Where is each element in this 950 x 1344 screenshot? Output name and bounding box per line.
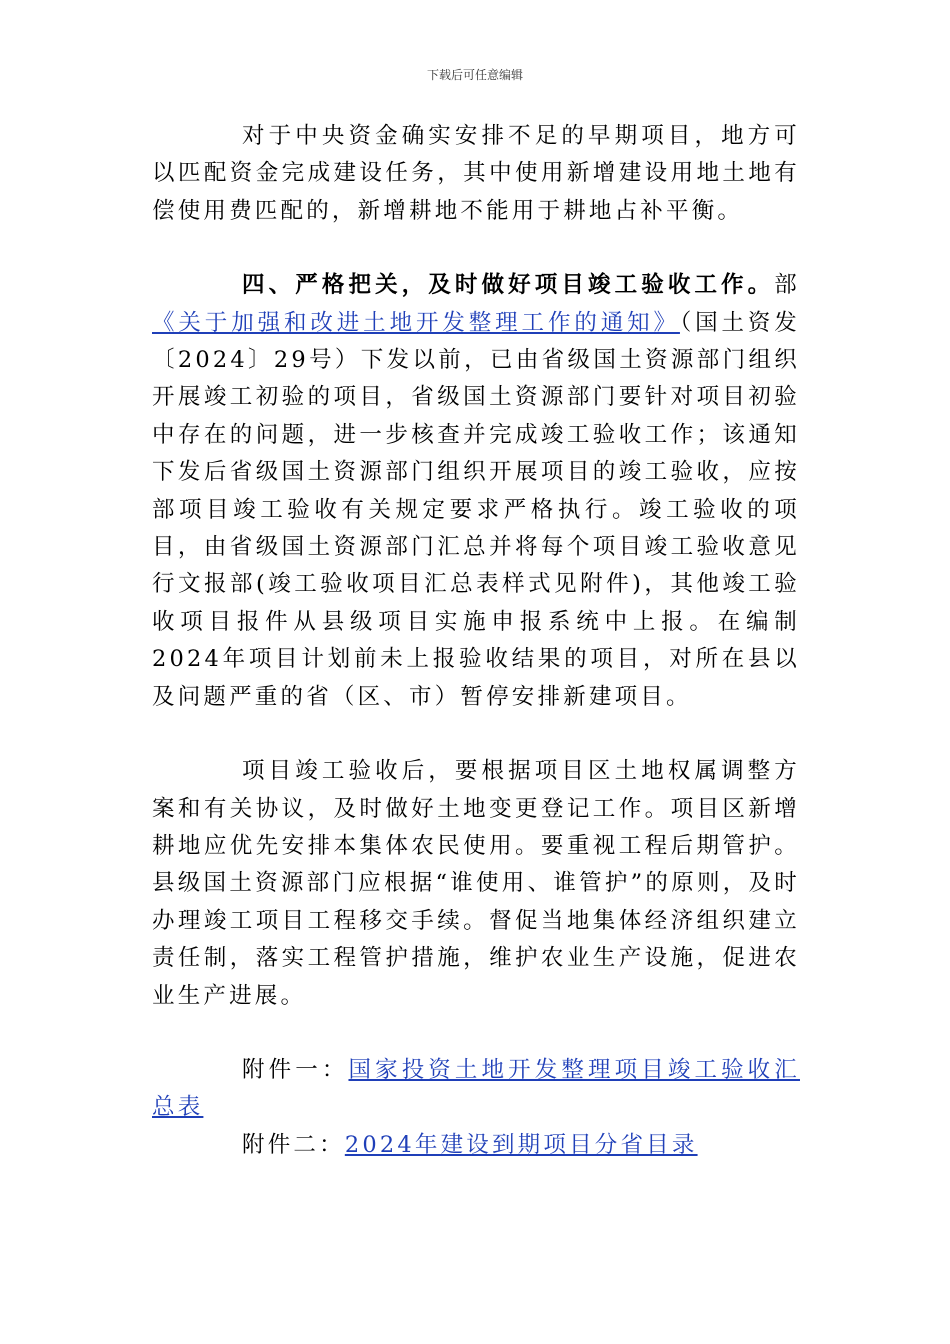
- attachment-label: 附件二：: [242, 1131, 345, 1158]
- paragraph-gap: [152, 1015, 800, 1052]
- paragraph-funding: 对于中央资金确实安排不足的早期项目，地方可以匹配资金完成建设任务，其中使用新增建设用地土地有偿使用费匹配的，新增耕地不能用于耕地占补平衡。: [152, 123, 800, 224]
- paragraph-acceptance-text: （国土资发〔2024〕29号）下发以前，已由省级国土资源部门组织开展竣工初验的项目，省级国土资源部门要针对项目初验中存在的问题，进一步核查并完成竣工验收工作；该通知下发后省级国土资源部门组织开展项目的竣工验收，应按部项目竣工验收有关规定要求严格执行。竣工验收的项目，由省级国土资源部门汇总并将每个项目竣工验收意见行文报部(竣工验收项目汇总表样式见附件)，其他竣工验收项目报件从县级项目实施申报系统中上报。在编制2024年项目计划前未上报验收结果的项目，对所在县以及问题严重的省（区、市）暂停安排新建项目。: [152, 309, 800, 710]
- attachment-1: [152, 1052, 800, 1127]
- page-header: 下载后可任意编辑: [426, 68, 523, 82]
- attachment-2: [152, 1127, 800, 1164]
- notice-link[interactable]: 《关于加强和改进土地开发整理工作的通知》: [152, 309, 680, 336]
- paragraph-gap: [152, 716, 800, 753]
- paragraph-gap: [152, 230, 800, 267]
- attachment-2-link[interactable]: 2024年建设到期项目分省目录: [344, 1131, 698, 1158]
- paragraph-management: 项目竣工验收后，要根据项目区土地权属调整方案和有关协议，及时做好土地变更登记工作。项目区新增耕地应优先安排本集体农民使用。要重视工程后期管护。县级国土资源部门应根据“谁使用、谁管护”的原则，及时办理竣工项目工程移交手续。督促当地集体经济组织建立责任制，落实工程管护措施，维护农业生产设施，促进农业生产进展。: [152, 758, 800, 1009]
- document-body: [152, 118, 800, 1164]
- paragraph-acceptance: [152, 267, 800, 716]
- attachment-1-link[interactable]: 国家投资土地开发整理项目竣工验收汇总表: [152, 1056, 800, 1121]
- section-heading: 四、严格把关，及时做好项目竣工验收工作。: [242, 272, 775, 299]
- text-fragment: 部: [774, 272, 800, 299]
- attachment-label: 附件一：: [242, 1056, 349, 1083]
